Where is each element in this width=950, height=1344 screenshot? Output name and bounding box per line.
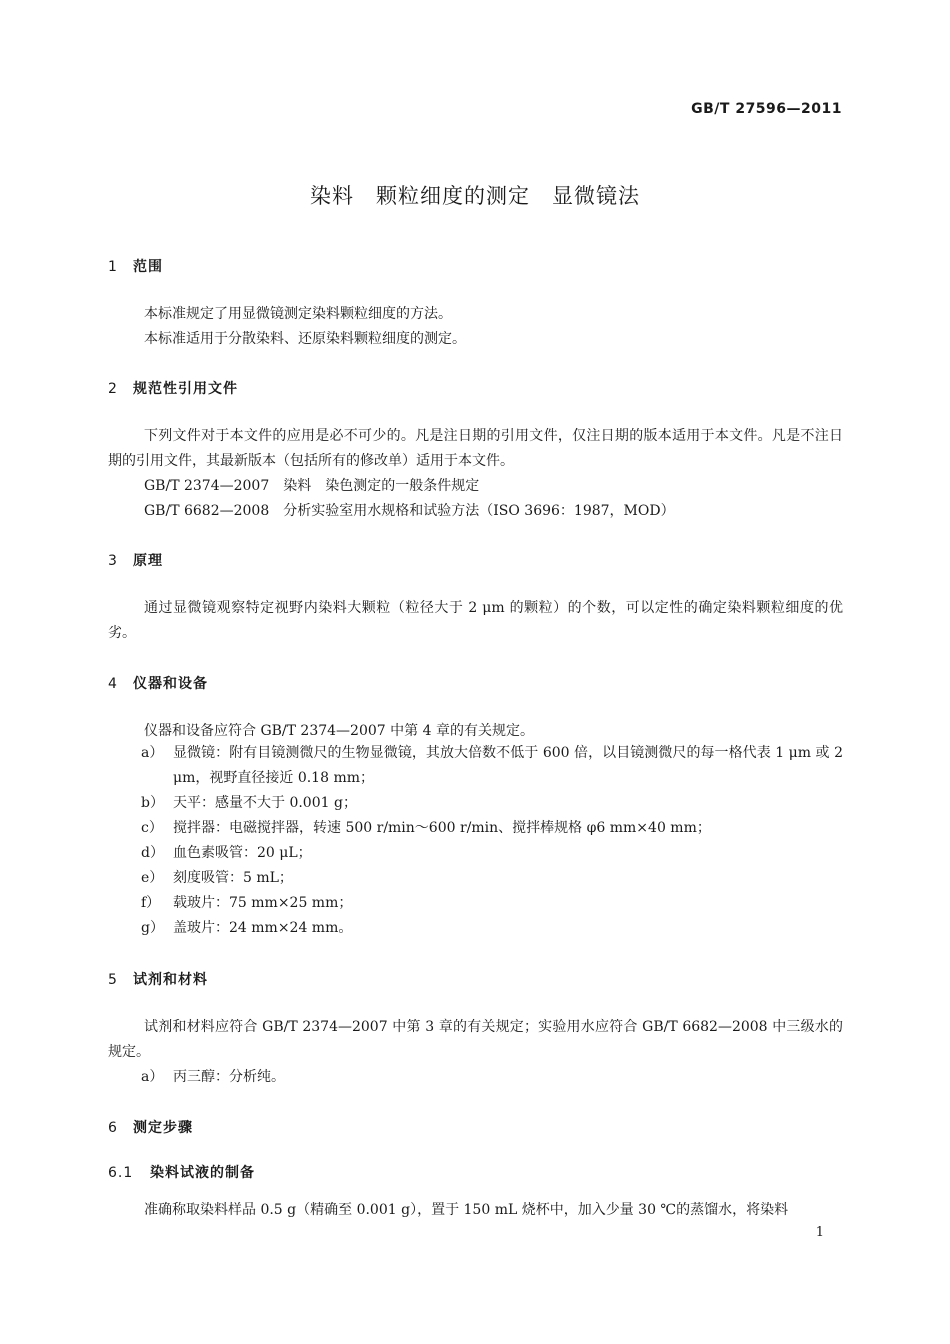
list-item (141, 791, 843, 816)
section-number: 1 (108, 259, 118, 275)
paragraph: 准确称取染料样品 0.5 g（精确至 0.001 g），置于 150 mL 烧杯中，加入少量 30 ℃的蒸馏水，将染料 (144, 1202, 789, 1218)
paragraph: 试剂和材料应符合 GB/T 2374—2007 中第 3 章的有关规定；实验用水应符合 GB/T 6682—2008 中三级水的规定。 (108, 1019, 843, 1060)
section-title: 试剂和材料 (133, 972, 208, 988)
list-item (141, 916, 843, 941)
section-title: 原理 (133, 553, 163, 569)
paragraph: 下列文件对于本文件的应用是必不可少的。凡是注日期的引用文件，仅注日期的版本适用于本文件。凡是不注日期的引用文件，其最新版本（包括所有的修改单）适用于本文件。 (108, 428, 843, 469)
subsection-title: 染料试液的制备 (150, 1165, 255, 1181)
list-item (141, 891, 843, 916)
normative-reference: GB/T 6682—2008 分析实验室用水规格和试验方法（ISO 3696：1987，MOD） (144, 503, 675, 519)
list-item-text: 盖玻片：24 mm×24 mm。 (173, 920, 353, 936)
section-number: 5 (108, 972, 118, 988)
list-marker: a） (141, 745, 164, 761)
section-title: 规范性引用文件 (133, 381, 238, 397)
section-5-heading (108, 969, 208, 989)
list-item-text: 丙三醇：分析纯。 (173, 1069, 285, 1085)
list-marker: c） (141, 820, 163, 836)
list-marker: a） (141, 1069, 164, 1085)
list-item (141, 866, 843, 891)
paragraph: 本标准规定了用显微镜测定染料颗粒细度的方法。 (144, 306, 452, 322)
normative-reference: GB/T 2374—2007 染料 染色测定的一般条件规定 (144, 478, 480, 494)
list-marker: d） (141, 845, 164, 861)
list-item-text: 载玻片：75 mm×25 mm； (173, 895, 353, 911)
list-marker: f） (141, 895, 161, 911)
subsection-6-1-heading (108, 1162, 255, 1182)
section-2-heading (108, 378, 238, 398)
section-title: 测定步骤 (133, 1120, 193, 1136)
list-item-text: 血色素吸管：20 μL； (173, 845, 312, 861)
list-item (141, 741, 843, 791)
paragraph: 通过显微镜观察特定视野内染料大颗粒（粒径大于 2 μm 的颗粒）的个数，可以定性的确定染料颗粒细度的优劣。 (108, 600, 843, 641)
paragraph: 本标准适用于分散染料、还原染料颗粒细度的测定。 (144, 331, 466, 347)
section-number: 2 (108, 381, 118, 397)
section-number: 6 (108, 1120, 118, 1136)
page-number: 1 (815, 1225, 824, 1240)
list-item (141, 841, 843, 866)
list-marker: e） (141, 870, 164, 886)
list-item-text: 刻度吸管：5 mL； (173, 870, 293, 886)
section-number: 4 (108, 676, 118, 692)
list-item-text: 天平：感量不大于 0.001 g； (173, 795, 357, 811)
section-4-heading (108, 673, 208, 693)
standard-code: GB/T 27596—2011 (691, 101, 842, 117)
document-title: 染料 颗粒细度的测定 显微镜法 (310, 184, 640, 208)
section-3-heading (108, 550, 163, 570)
list-item (141, 816, 843, 841)
paragraph: 仪器和设备应符合 GB/T 2374—2007 中第 4 章的有关规定。 (144, 723, 534, 739)
section-1-heading (108, 256, 163, 276)
section-number: 3 (108, 553, 118, 569)
list-marker: g） (141, 920, 164, 936)
section-title: 范围 (133, 259, 163, 275)
list-item-text: 显微镜：附有目镜测微尺的生物显微镜，其放大倍数不低于 600 倍，以目镜测微尺的每一格代表 1 μm 或 2 μm，视野直径接近 0.18 mm； (173, 745, 843, 786)
section-6-heading (108, 1117, 193, 1137)
list-item (141, 1065, 843, 1090)
list-item-text: 搅拌器：电磁搅拌器，转速 500 r/min～600 r/min、搅拌棒规格 φ6 mm×40 mm； (173, 820, 711, 836)
list-marker: b） (141, 795, 164, 811)
section-title: 仪器和设备 (133, 676, 208, 692)
subsection-number: 6.1 (108, 1165, 134, 1181)
